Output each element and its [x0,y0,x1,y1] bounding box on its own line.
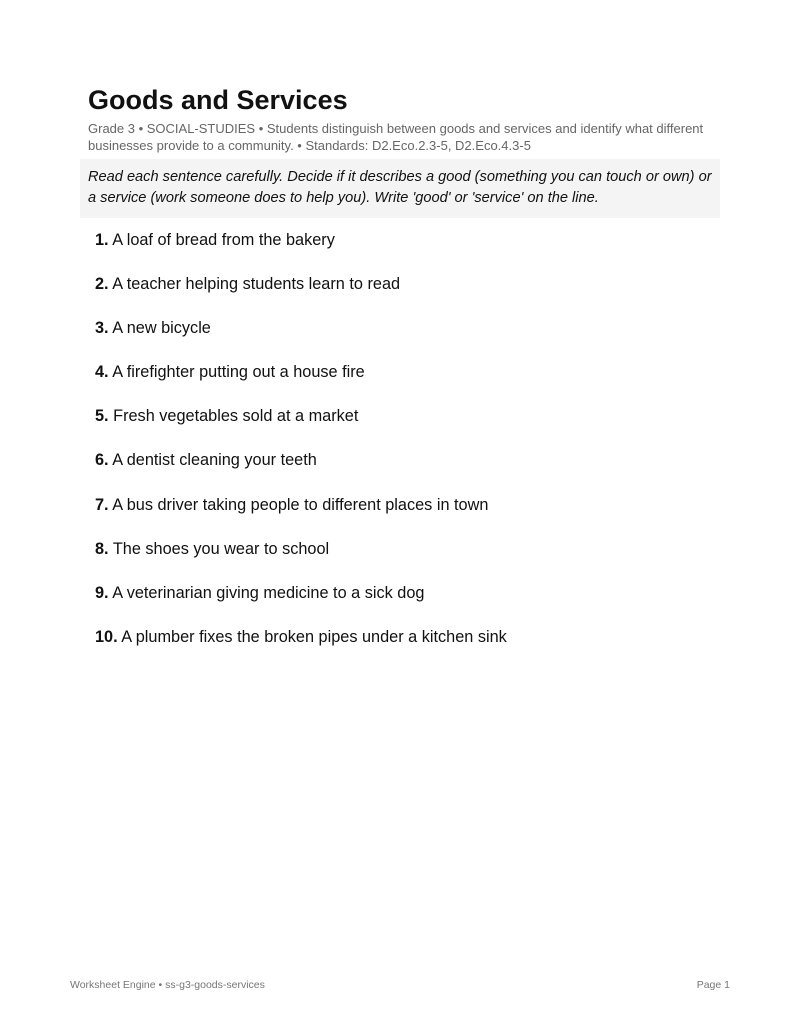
question-text: A teacher helping students learn to read [112,275,401,294]
question-number: 1. [95,231,109,249]
question-item [95,229,720,251]
question-text: Fresh vegetables sold at a market [113,407,359,426]
question-number: 6. [95,451,109,470]
question-number: 9. [95,583,109,602]
question-number: 10. [95,627,118,646]
question-item [95,405,720,427]
footer-source: Worksheet Engine • ss-g3-goods-services [70,979,265,991]
question-item [95,317,720,339]
question-text: A bus driver taking people to different places in town [112,495,489,514]
question-number: 4. [95,363,109,382]
question-item [95,273,720,295]
question-text: A loaf of bread from the bakery [112,231,335,249]
question-text: The shoes you wear to school [112,539,330,558]
question-text: A plumber fixes the broken pipes under a kitchen sink [121,627,507,646]
footer-page-number: Page 1 [696,979,730,991]
question-number: 3. [95,319,109,338]
question-number: 5. [95,407,109,426]
question-list [95,229,720,648]
page-title: Goods and Services [88,85,348,115]
question-item [95,538,720,560]
question-number: 8. [95,539,109,558]
worksheet-content [88,84,720,670]
question-item [95,626,720,648]
question-text: A firefighter putting out a house fire [112,363,365,382]
question-item [95,494,720,516]
question-text: A new bicycle [112,319,211,338]
question-number: 7. [95,495,109,514]
question-text: A dentist cleaning your teeth [112,451,317,470]
question-item [95,361,720,383]
question-text: A veterinarian giving medicine to a sick dog [112,583,425,602]
question-item [95,582,720,604]
question-number: 2. [95,275,109,294]
worksheet-subtitle: Grade 3 • SOCIAL-STUDIES • Students distinguish between goods and services and identify what different businesses provide to a community. • Standards: D2.Eco.2.3-5, D2.Eco.4.3-5 [88,121,704,153]
question-item [95,449,720,471]
instructions-box: Read each sentence carefully. Decide if it describes a good (something you can touch or own) or a service (work someone does to help you). Write 'good' or 'service' on the line. [80,159,720,218]
